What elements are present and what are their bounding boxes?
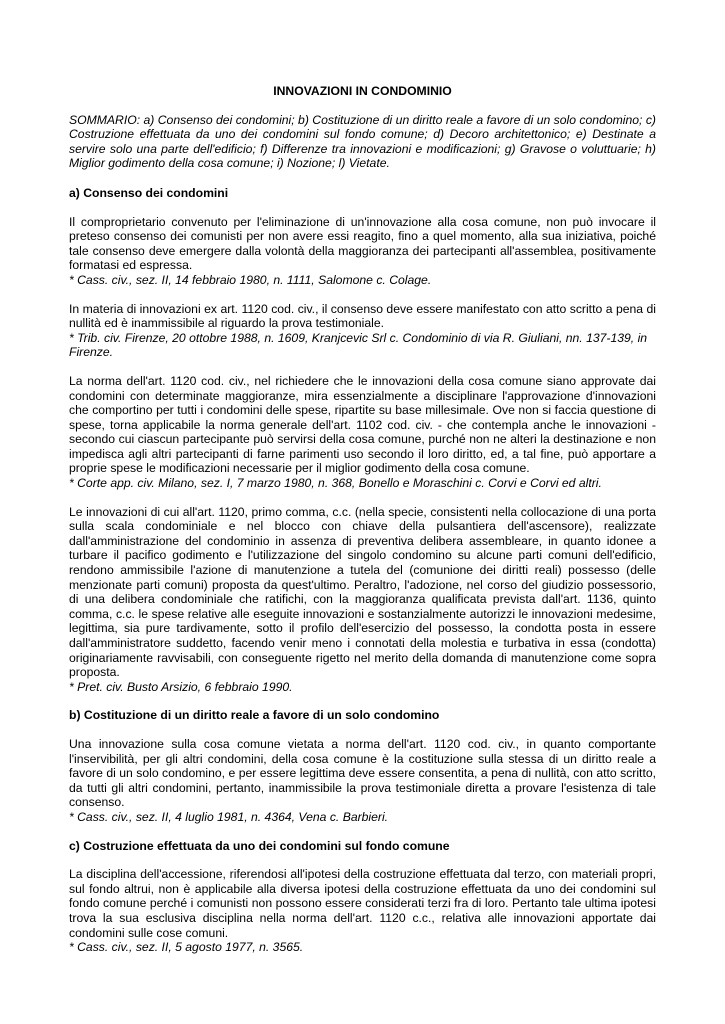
document-title: INNOVAZIONI IN CONDOMINIO [273,84,452,98]
ruling-citation: * Trib. civ. Firenze, 20 ottobre 1988, n. 1609, Kranjcevic Srl c. Condominio di via R. Giuliani, nn. 137-139, in Firenze. [69,330,648,360]
ruling-block [69,867,656,955]
section-c [69,839,656,955]
ruling-block [69,215,656,288]
ruling-text: La disciplina dell'accessione, riferendosi all'ipotesi della costruzione effettuata dal terzo, con materiali propri, sul fondo altrui, non è applicabile alla diversa ipotesi della costruzione effettuata da uno dei condomini sul fondo comune perché i comunisti non possono essere considerati terzi fra di loro. Pertanto tale ultima ipotesi trova la sua esclusiva disciplina nella norma dell'art. 1120 c.c., relativa alle innovazioni apportate dai condomini sulle cose comuni. [69,867,656,940]
ruling-text: Il comproprietario convenuto per l'eliminazione di un'innovazione alla cosa comune, non può invocare il preteso consenso dei comunisti per non avere essi reagito, fino a quel momento, alla sua iniziativa, poiché tale consenso deve emergere dalla volontà della maggioranza dei partecipanti all'assemblea, positivamente formatasi ed espressa. [69,214,656,273]
ruling-text: La norma dell'art. 1120 cod. civ., nel richiedere che le innovazioni della cosa comune siano approvate dai condomini con determinate maggioranze, mira essenzialmente a disciplinare l'approvazione d'innovazioni che comportino per tutti i condomini delle spese, ripartite su base millesimale. Ove non si faccia questione di spese, torna applicabile la norma generale dell'art. 1102 cod. civ. - che contempla anche le innovazioni - secondo cui ciascun partecipante può servirsi della cosa comune, purché non ne alteri la destinazione e non impedisca agli altri partecipanti di farne parimenti uso secondo il loro diritto, ed, a tal fine, può apportare a proprie spese le modificazioni necessarie per il miglior godimento della cosa comune. [69,373,656,476]
section-heading: a) Consenso dei condomini [69,185,229,200]
summary: SOMMARIO: a) Consenso dei condomini; b) Costituzione di un diritto reale a favore di un solo condomino; c) Costruzione effettuata da uno dei condomini sul fondo comune; d) Decoro architettonico; e) Destinate a servire solo una parte dell'edificio; f) Differenze tra innovazioni e modificazioni; g) Gravose o voluttuarie; h) Miglior godimento della cosa comune; i) Nozione; l) Vietate. [69,112,656,171]
ruling-text: Una innovazione sulla cosa comune vietata a norma dell'art. 1120 cod. civ., in quanto comportante l'inservibilità, per gli altri condomini, della cosa comune è la costituzione sulla stessa di un diritto reale a favore di un solo condomino, e per essere legittima deve essere consentita, a pena di nullità, con atto scritto, da tutti gli altri condomini, pertanto, inammissibile la prova testimoniale diretta a provare l'esistenza di tale consenso. [69,736,656,810]
ruling-block [69,505,656,695]
ruling-block [69,302,656,360]
ruling-citation: * Cass. civ., sez. II, 14 febbraio 1980, n. 1111, Salomone c. Colage. [69,272,432,287]
ruling-citation: * Corte app. civ. Milano, sez. I, 7 marzo 1980, n. 368, Bonello e Moraschini c. Corvi e Corvi ed altri. [69,476,602,491]
ruling-text: Le innovazioni di cui all'art. 1120, primo comma, c.c. (nella specie, consistenti nella collocazione di una porta sulla scala condominiale e nel blocco con chiave della pulsantiera dell'ascensore), realizzate dall'amministrazione del condominio in assenza di preventiva delibera assembleare, in quanto idonee a turbare il pacifico godimento e l'utilizzazione del singolo condomino su alcune parti comuni dell'edificio, rendono ammissibile l'azione di manutenzione a tutela del (comunione dei diritti reali) possesso (delle menzionate parti comuni) proposta da quest'ultimo. Peraltro, l'adozione, nel corso del giudizio possessorio, di una delibera condominiale che ratifichi, con la maggioranza qualificata prevista dall'art. 1136, quinto comma, c.c. le spese relative alle eseguite innovazioni e sostanzialmente autorizzi le innovazioni medesime, legittima, sia pure tardivamente, sotto il profilo dell'esercizio del possesso, la condotta posta in essere dall'amministratore suddetto, facendo venir meno i connotati della molestia e turbativa in essa (condotta) originariamente ravvisabili, con conseguente rigetto nel merito della domanda di manutenzione come sopra proposta. [69,504,656,680]
document-page [69,84,656,969]
section-heading: c) Costruzione effettuata da uno dei condomini sul fondo comune [69,838,450,853]
section-heading: b) Costituzione di un diritto reale a favore di un solo condomino [69,708,440,723]
ruling-citation: * Cass. civ., sez. II, 5 agosto 1977, n. 3565. [69,940,304,955]
ruling-citation: * Pret. civ. Busto Arsizio, 6 febbraio 1990. [69,679,293,694]
ruling-citation: * Cass. civ., sez. II, 4 luglio 1981, n. 4364, Vena c. Barbieri. [69,809,389,824]
ruling-block [69,737,656,825]
ruling-text: In materia di innovazioni ex art. 1120 cod. civ., il consenso deve essere manifestato con atto scritto a pena di nullità ed è inammissibile al riguardo la prova testimoniale. [69,301,656,331]
ruling-block [69,374,656,491]
section-b [69,708,656,824]
section-a [69,186,656,694]
